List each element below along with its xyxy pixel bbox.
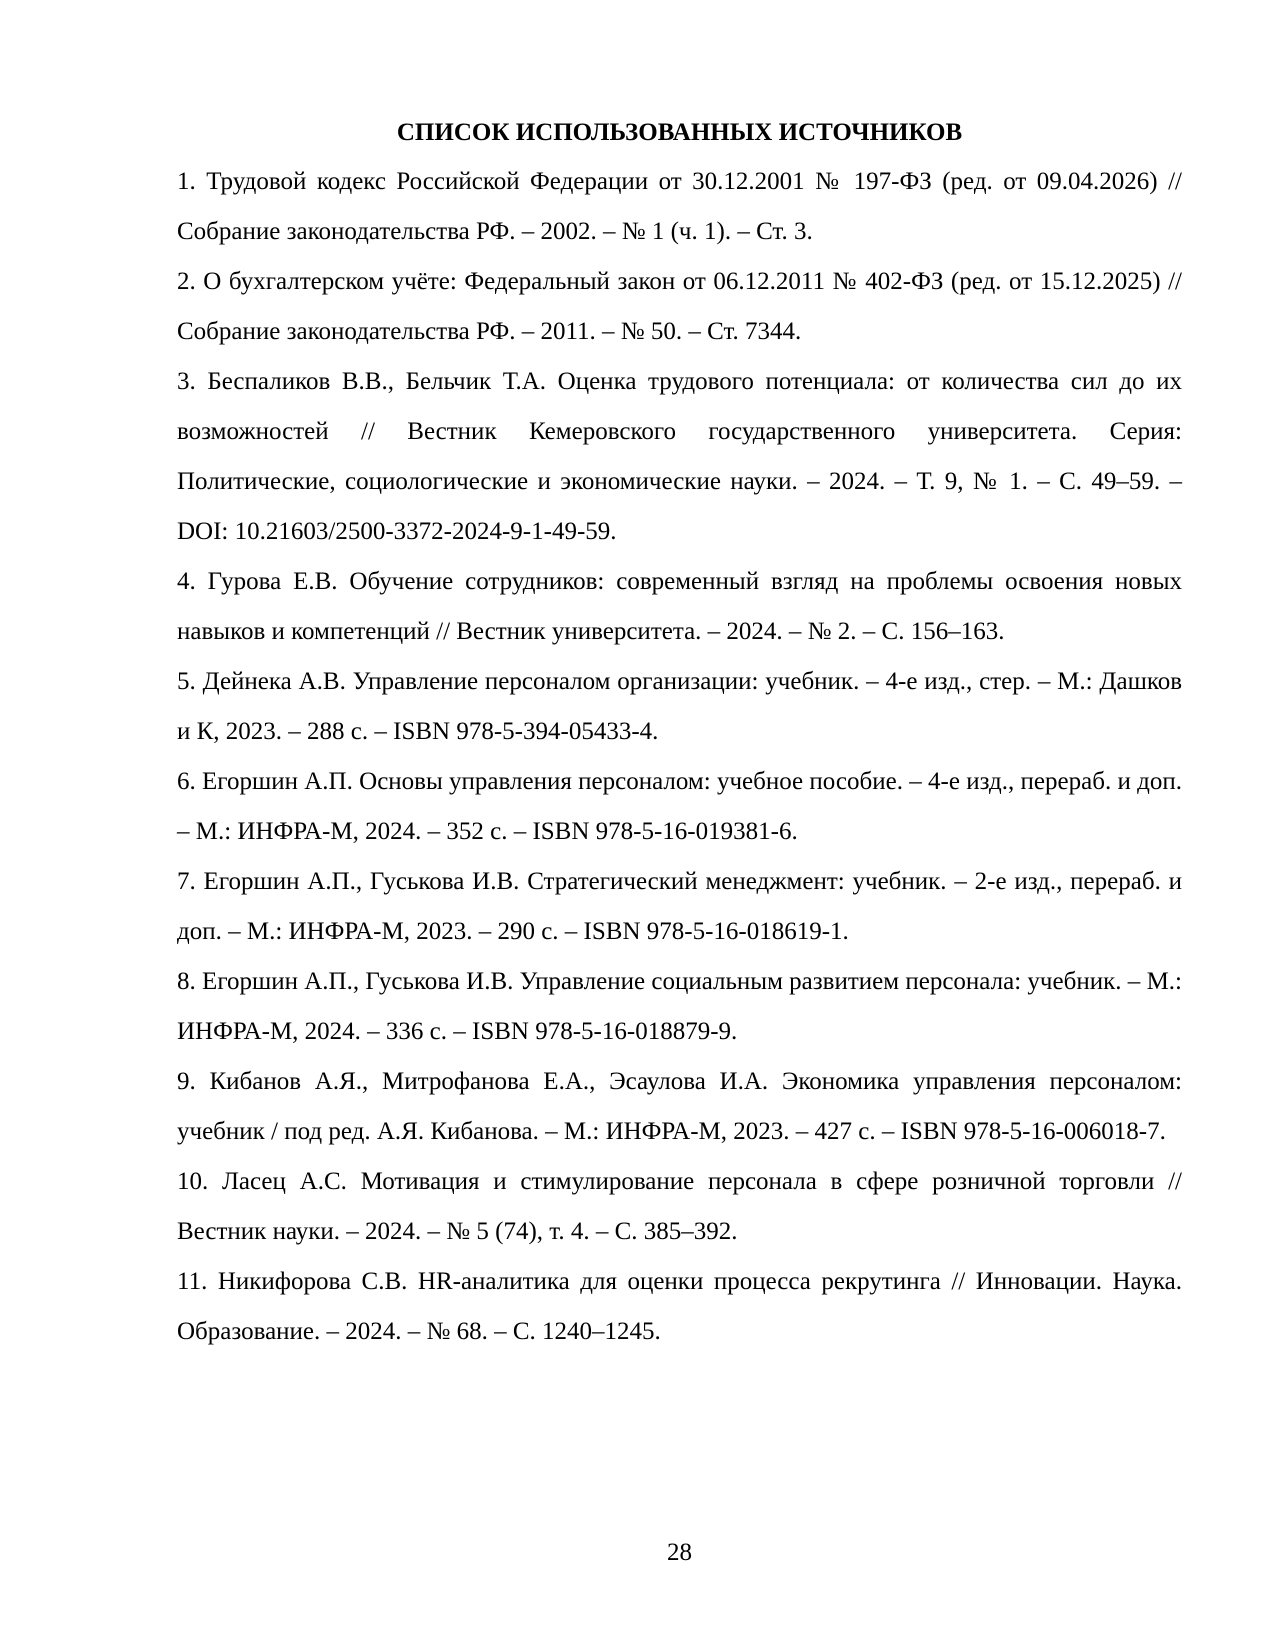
reference-item: 10. Ласец А.С. Мотивация и стимулирование персонала в сфере розничной торговли // Вестник науки. – 2024. – № 5 (74), т. 4. – С. 385–392.: [177, 1168, 1182, 1245]
page-title: СПИСОК ИСПОЛЬЗОВАННЫХ ИСТОЧНИКОВ: [396, 119, 963, 146]
reference-item: 11. Никифорова С.В. HR-аналитика для оценки процесса рекрутинга // Инновации. Наука. Образование. – 2024. – № 68. – С. 1240–1245.: [177, 1268, 1182, 1345]
reference-item: 5. Дейнека А.В. Управление персоналом организации: учебник. – 4-е изд., стер. – М.: Дашков и К, 2023. – 288 с. – ISBN 978-5-394-05433-4.: [177, 668, 1182, 745]
page-number: 28: [667, 1539, 692, 1566]
reference-item: 3. Беспаликов В.В., Бельчик Т.А. Оценка трудового потенциала: от количества сил до их возможностей // Вестник Кемеровского государственного университета. Серия: Политические, социологические и экономические науки. – 2024. – Т. 9, № 1. – С. 49–59. – DOI: 10.21603/2500-3372-2024-9-1-49-59.: [177, 368, 1182, 545]
reference-item: 1. Трудовой кодекс Российской Федерации от 30.12.2001 № 197-ФЗ (ред. от 09.04.2026) // Собрание законодательства РФ. – 2002. – № 1 (ч. 1). – Ст. 3.: [177, 168, 1182, 245]
reference-item: 9. Кибанов А.Я., Митрофанова Е.А., Эсаулова И.А. Экономика управления персоналом: учебник / под ред. А.Я. Кибанова. – М.: ИНФРА-М, 2023. – 427 с. – ISBN 978-5-16-006018-7.: [177, 1068, 1182, 1145]
reference-item: 8. Егоршин А.П., Гуськова И.В. Управление социальным развитием персонала: учебник. – М.: ИНФРА-М, 2024. – 336 с. – ISBN 978-5-16-018879-9.: [177, 968, 1182, 1045]
reference-item: 6. Егоршин А.П. Основы управления персоналом: учебное пособие. – 4-е изд., перераб. и доп. – М.: ИНФРА-М, 2024. – 352 с. – ISBN 978-5-16-019381-6.: [177, 768, 1182, 845]
reference-item: 7. Егоршин А.П., Гуськова И.В. Стратегический менеджмент: учебник. – 2-е изд., перераб. и доп. – М.: ИНФРА-М, 2023. – 290 с. – ISBN 978-5-16-018619-1.: [177, 868, 1182, 945]
reference-item: 4. Гурова Е.В. Обучение сотрудников: современный взгляд на проблемы освоения новых навыков и компетенций // Вестник университета. – 2024. – № 2. – С. 156–163.: [177, 568, 1182, 645]
reference-item: 2. О бухгалтерском учёте: Федеральный закон от 06.12.2011 № 402-ФЗ (ред. от 15.12.2025) // Собрание законодательства РФ. – 2011. – № 50. – Ст. 7344.: [177, 268, 1182, 345]
reference-list: [177, 157, 1182, 1357]
